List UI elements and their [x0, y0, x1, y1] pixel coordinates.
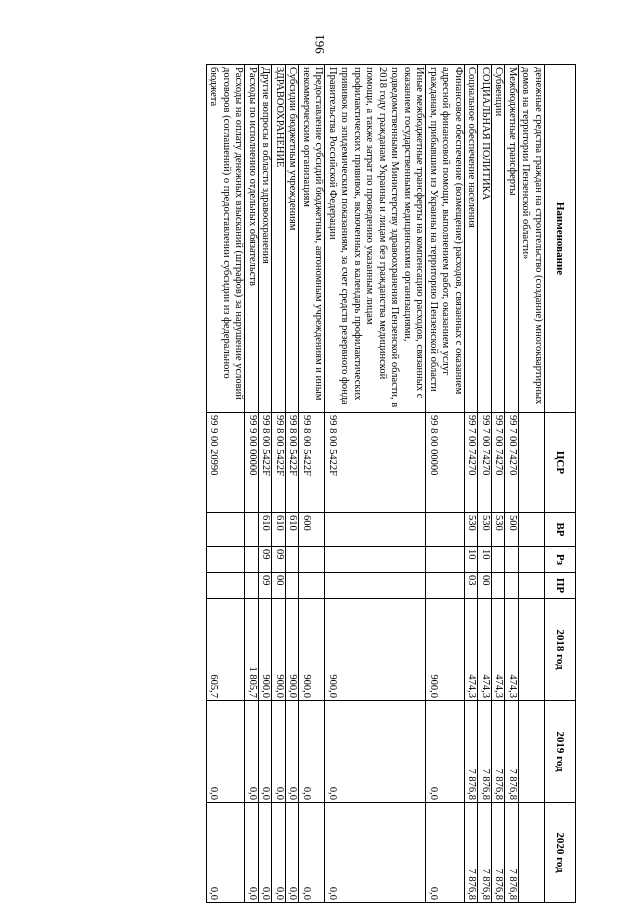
- cell-y2019: 0,0: [325, 701, 426, 803]
- cell-y2018: 605,7: [207, 599, 246, 701]
- table-row: [272, 65, 286, 903]
- cell-y2018: 474,3: [465, 599, 479, 701]
- cell-csr: 99 7 00 74270: [465, 413, 479, 513]
- cell-y2019: 7 876,8: [465, 701, 479, 803]
- table-row: [207, 65, 246, 903]
- cell-y2019: 0,0: [259, 701, 273, 803]
- cell-vr: 530: [478, 513, 492, 547]
- cell-y2020: 0,0: [426, 803, 465, 903]
- cell-y2019: 0,0: [272, 701, 286, 803]
- cell-vr: [519, 513, 545, 547]
- table-row: [299, 65, 325, 903]
- cell-rz: 09: [259, 547, 273, 573]
- cell-pr: [505, 573, 519, 599]
- cell-rz: [299, 547, 325, 573]
- cell-vr: 530: [465, 513, 479, 547]
- cell-y2020: 0,0: [272, 803, 286, 903]
- cell-y2018: 900,0: [325, 599, 426, 701]
- cell-y2018: 474,3: [505, 599, 519, 701]
- cell-csr: 99 8 00 5422F: [272, 413, 286, 513]
- cell-y2019: 0,0: [299, 701, 325, 803]
- cell-rz: [492, 547, 506, 573]
- cell-name: Субсидии бюджетным учреждениям: [286, 65, 300, 413]
- cell-vr: 500: [505, 513, 519, 547]
- cell-pr: 00: [272, 573, 286, 599]
- cell-name: Предоставление субсидий бюджетным, автономным учреждениям и иным некоммерческим организациям: [299, 65, 325, 413]
- cell-pr: 00: [478, 573, 492, 599]
- cell-y2020: 0,0: [325, 803, 426, 903]
- cell-name: Другие вопросы в области здравоохранения: [259, 65, 273, 413]
- cell-vr: 610: [272, 513, 286, 547]
- cell-name: Расходы на оплату денежных взысканий (штрафов) за нарушение условий договоров (соглашений) о предоставлении субсидии из федерального бюджета: [207, 65, 246, 413]
- cell-pr: [245, 573, 259, 599]
- cell-csr: 99 7 00 74270: [478, 413, 492, 513]
- header-rz: Рз: [545, 547, 576, 573]
- cell-y2020: 0,0: [286, 803, 300, 903]
- cell-csr: 99 7 00 74270: [492, 413, 506, 513]
- cell-csr: 99 7 00 74270: [505, 413, 519, 513]
- cell-y2018: 900,0: [299, 599, 325, 701]
- cell-csr: 99 9 00 20990: [207, 413, 246, 513]
- cell-y2020: 7 876,8: [492, 803, 506, 903]
- cell-y2019: 0,0: [207, 701, 246, 803]
- cell-csr: 99 8 00 5422F: [325, 413, 426, 513]
- header-name: Наименование: [545, 65, 576, 413]
- cell-y2018: 900,0: [272, 599, 286, 701]
- table-row: [325, 65, 426, 903]
- cell-rz: [505, 547, 519, 573]
- cell-y2018: 1 805,7: [245, 599, 259, 701]
- cell-pr: 09: [259, 573, 273, 599]
- table-row: [426, 65, 465, 903]
- cell-y2018: 474,3: [478, 599, 492, 701]
- table-row: [519, 65, 545, 903]
- header-2018: 2018 год: [545, 599, 576, 701]
- table-row: [465, 65, 479, 903]
- table-row: [492, 65, 506, 903]
- cell-y2018: 900,0: [259, 599, 273, 701]
- table-row: [505, 65, 519, 903]
- cell-pr: [492, 573, 506, 599]
- cell-vr: [426, 513, 465, 547]
- cell-pr: [325, 573, 426, 599]
- cell-y2020: 0,0: [245, 803, 259, 903]
- cell-name: Социальное обеспечение населения: [465, 65, 479, 413]
- cell-y2019: 0,0: [286, 701, 300, 803]
- cell-vr: [207, 513, 246, 547]
- cell-vr: 610: [259, 513, 273, 547]
- cell-y2018: 900,0: [426, 599, 465, 701]
- table-row: [286, 65, 300, 903]
- cell-y2020: [519, 803, 545, 903]
- page-number: 961: [312, 34, 327, 54]
- cell-pr: [426, 573, 465, 599]
- cell-name: Финансовое обеспечение (возмещение) расходов, связанных с оказанием адресной финансовой помощи, выполнением работ, оказанием услуг гражданам, прибывшим из Украины на территорию Пензенской области: [426, 65, 465, 413]
- cell-csr: 99 8 00 00000: [426, 413, 465, 513]
- cell-y2019: 0,0: [245, 701, 259, 803]
- cell-y2020: 7 876,8: [478, 803, 492, 903]
- cell-csr: [519, 413, 545, 513]
- cell-rz: [286, 547, 300, 573]
- cell-rz: 09: [272, 547, 286, 573]
- cell-csr: 99 8 00 5422F: [299, 413, 325, 513]
- cell-y2019: 7 876,8: [492, 701, 506, 803]
- cell-rz: [426, 547, 465, 573]
- header-csr: ЦСР: [545, 413, 576, 513]
- cell-rz: [245, 547, 259, 573]
- rotated-page-content: [96, 64, 576, 902]
- table-row: [478, 65, 492, 903]
- table-header-row: [545, 65, 576, 903]
- cell-y2019: 7 876,8: [505, 701, 519, 803]
- cell-y2019: [519, 701, 545, 803]
- cell-name: СОЦИАЛЬНАЯ ПОЛИТИКА: [478, 65, 492, 413]
- header-2020: 2020 год: [545, 803, 576, 903]
- cell-y2018: 900,0: [286, 599, 300, 701]
- cell-csr: 99 8 00 5422F: [286, 413, 300, 513]
- cell-vr: [325, 513, 426, 547]
- table-body: [207, 65, 545, 903]
- cell-y2018: [519, 599, 545, 701]
- cell-vr: 610: [286, 513, 300, 547]
- header-pr: ПР: [545, 573, 576, 599]
- cell-vr: 600: [299, 513, 325, 547]
- cell-name: денежные средства граждан на строительство (создание) многоквартирных домов на территории Пензенской области»: [519, 65, 545, 413]
- cell-pr: [207, 573, 246, 599]
- header-vr: ВР: [545, 513, 576, 547]
- cell-name: Межбюджетные трансферты: [505, 65, 519, 413]
- cell-name: ЗДРАВООХРАНЕНИЕ: [272, 65, 286, 413]
- cell-name: Субвенции: [492, 65, 506, 413]
- header-2019: 2019 год: [545, 701, 576, 803]
- table-row: [259, 65, 273, 903]
- table-row: [245, 65, 259, 903]
- cell-name: Иные межбюджетные трансферты на компенсацию расходов, связанных с оказанием государственными медицинскими организациями, подведомственными Министерству здравоохранения Пензенской области, в 2018 году гражданам Украины и лицам без гражданства медицинской помощи, а также затрат по проведению указанным лицам профилактических прививок, включенных в календарь профилактических прививок по эпидемическим показаниям, за счет средств резервного фонда Правительства Российской Федерации: [325, 65, 426, 413]
- cell-csr: 99 8 00 5422F: [259, 413, 273, 513]
- cell-name: Расходы по исполнению отдельных обязательств: [245, 65, 259, 413]
- cell-rz: [325, 547, 426, 573]
- cell-y2020: 7 876,8: [465, 803, 479, 903]
- cell-y2018: 474,3: [492, 599, 506, 701]
- budget-table: [206, 64, 576, 903]
- cell-pr: [519, 573, 545, 599]
- cell-y2020: 0,0: [207, 803, 246, 903]
- cell-vr: 530: [492, 513, 506, 547]
- cell-y2020: 0,0: [299, 803, 325, 903]
- cell-y2019: 7 876,8: [478, 701, 492, 803]
- cell-rz: [207, 547, 246, 573]
- cell-y2020: 0,0: [259, 803, 273, 903]
- cell-vr: [245, 513, 259, 547]
- cell-y2019: 0,0: [426, 701, 465, 803]
- cell-pr: 03: [465, 573, 479, 599]
- cell-y2020: 7 876,8: [505, 803, 519, 903]
- cell-rz: [519, 547, 545, 573]
- cell-pr: [286, 573, 300, 599]
- cell-rz: 10: [465, 547, 479, 573]
- cell-rz: 10: [478, 547, 492, 573]
- cell-csr: 99 9 00 00000: [245, 413, 259, 513]
- cell-pr: [299, 573, 325, 599]
